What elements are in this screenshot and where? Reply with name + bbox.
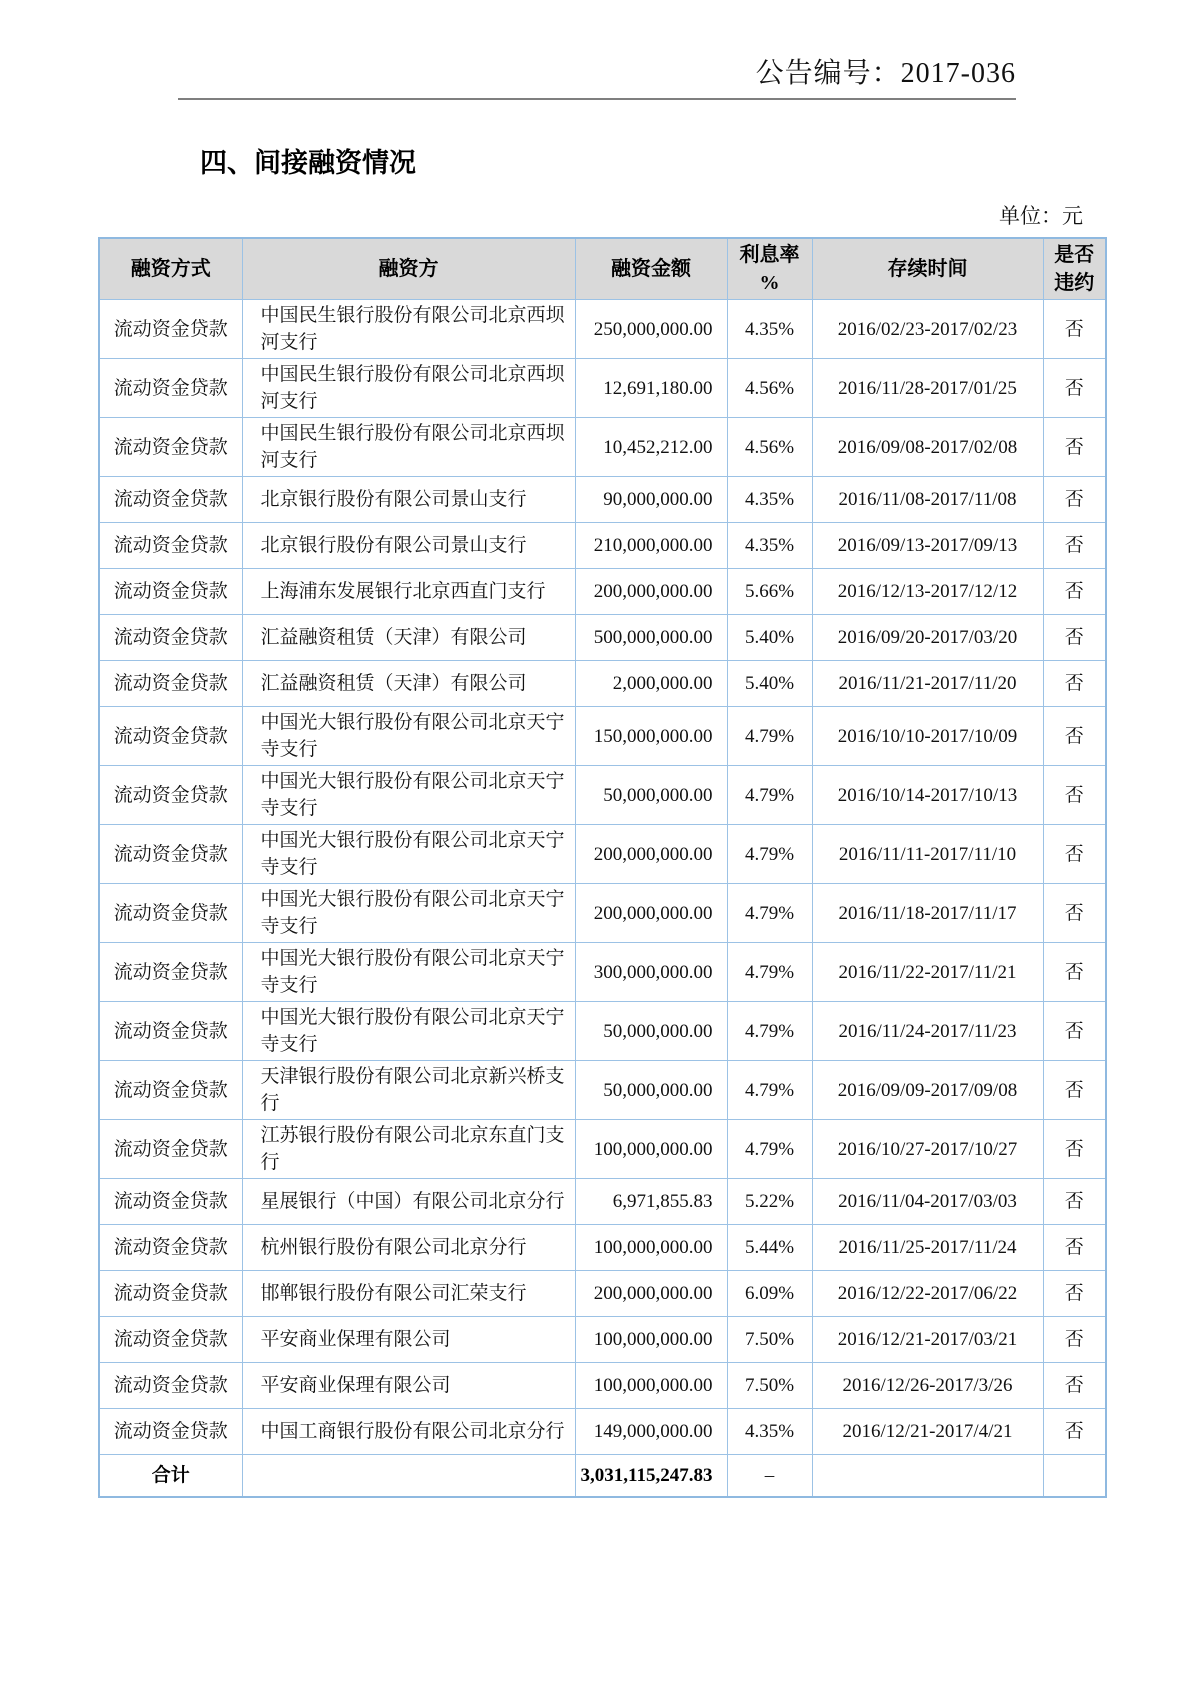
cell-interest-rate: 5.40% (727, 661, 812, 707)
cell-financing-method: 流动资金贷款 (99, 1409, 242, 1455)
cell-financier: 中国光大银行股份有限公司北京天宁寺支行 (242, 707, 575, 766)
cell-duration: 2016/12/13-2017/12/12 (812, 569, 1043, 615)
cell-financier: 杭州银行股份有限公司北京分行 (242, 1225, 575, 1271)
total-default-empty (1043, 1455, 1106, 1497)
table-row (99, 884, 1106, 943)
table-head (99, 238, 1106, 300)
cell-amount: 90,000,000.00 (575, 477, 727, 523)
cell-financing-method: 流动资金贷款 (99, 825, 242, 884)
col-header-label: 存续时间 (887, 258, 968, 280)
cell-duration: 2016/12/26-2017/3/26 (812, 1363, 1043, 1409)
cell-financing-method: 流动资金贷款 (99, 569, 242, 615)
cell-financier: 平安商业保理有限公司 (242, 1363, 575, 1409)
cell-duration: 2016/09/09-2017/09/08 (812, 1061, 1043, 1120)
cell-interest-rate: 4.56% (727, 418, 812, 477)
cell-default: 否 (1043, 300, 1106, 359)
cell-duration: 2016/09/13-2017/09/13 (812, 523, 1043, 569)
cell-default: 否 (1043, 1363, 1106, 1409)
cell-financier: 中国民生银行股份有限公司北京西坝河支行 (242, 300, 575, 359)
cell-default: 否 (1043, 1179, 1106, 1225)
table-row (99, 359, 1106, 418)
cell-interest-rate: 7.50% (727, 1363, 812, 1409)
cell-financier: 中国光大银行股份有限公司北京天宁寺支行 (242, 943, 575, 1002)
cell-default: 否 (1043, 766, 1106, 825)
cell-financing-method: 流动资金贷款 (99, 523, 242, 569)
cell-financing-method: 流动资金贷款 (99, 1179, 242, 1225)
cell-financier: 江苏银行股份有限公司北京东直门支行 (242, 1120, 575, 1179)
table-row (99, 1317, 1106, 1363)
table-row (99, 825, 1106, 884)
cell-interest-rate: 4.79% (727, 1002, 812, 1061)
cell-duration: 2016/10/27-2017/10/27 (812, 1120, 1043, 1179)
cell-interest-rate: 5.44% (727, 1225, 812, 1271)
cell-duration: 2016/11/11-2017/11/10 (812, 825, 1043, 884)
cell-financier: 北京银行股份有限公司景山支行 (242, 477, 575, 523)
cell-interest-rate: 7.50% (727, 1317, 812, 1363)
cell-amount: 6,971,855.83 (575, 1179, 727, 1225)
total-period-empty (812, 1455, 1043, 1497)
cell-default: 否 (1043, 1061, 1106, 1120)
cell-financing-method: 流动资金贷款 (99, 477, 242, 523)
cell-financier: 北京银行股份有限公司景山支行 (242, 523, 575, 569)
cell-default: 否 (1043, 661, 1106, 707)
doc-header (178, 58, 1016, 100)
cell-interest-rate: 5.40% (727, 615, 812, 661)
table-row (99, 477, 1106, 523)
cell-amount: 50,000,000.00 (575, 1061, 727, 1120)
col-header-interest-rate (727, 238, 812, 300)
total-financier-empty (242, 1455, 575, 1497)
cell-financing-method: 流动资金贷款 (99, 1120, 242, 1179)
cell-default: 否 (1043, 884, 1106, 943)
table-row (99, 300, 1106, 359)
cell-amount: 100,000,000.00 (575, 1120, 727, 1179)
table-row (99, 1225, 1106, 1271)
table-row (99, 1061, 1106, 1120)
cell-interest-rate: 6.09% (727, 1271, 812, 1317)
cell-financier: 中国光大银行股份有限公司北京天宁寺支行 (242, 884, 575, 943)
cell-duration: 2016/11/22-2017/11/21 (812, 943, 1043, 1002)
table-row (99, 523, 1106, 569)
cell-financing-method: 流动资金贷款 (99, 1061, 242, 1120)
cell-interest-rate: 4.79% (727, 825, 812, 884)
cell-financier: 中国光大银行股份有限公司北京天宁寺支行 (242, 766, 575, 825)
cell-financier: 邯郸银行股份有限公司汇荣支行 (242, 1271, 575, 1317)
cell-financing-method: 流动资金贷款 (99, 1363, 242, 1409)
cell-financing-method: 流动资金贷款 (99, 359, 242, 418)
cell-default: 否 (1043, 1225, 1106, 1271)
table-row (99, 661, 1106, 707)
total-row (99, 1455, 1106, 1497)
indirect-financing-table (98, 237, 1107, 1498)
cell-financing-method: 流动资金贷款 (99, 1271, 242, 1317)
cell-duration: 2016/10/10-2017/10/09 (812, 707, 1043, 766)
cell-financing-method: 流动资金贷款 (99, 884, 242, 943)
cell-financing-method: 流动资金贷款 (99, 615, 242, 661)
cell-default: 否 (1043, 707, 1106, 766)
table-row (99, 766, 1106, 825)
cell-amount: 200,000,000.00 (575, 884, 727, 943)
cell-default: 否 (1043, 418, 1106, 477)
cell-amount: 210,000,000.00 (575, 523, 727, 569)
cell-duration: 2016/11/04-2017/03/03 (812, 1179, 1043, 1225)
col-header-label: 是否 (1054, 244, 1095, 266)
cell-default: 否 (1043, 1317, 1106, 1363)
cell-default: 否 (1043, 477, 1106, 523)
col-header-label-line2: 违约 (1054, 272, 1095, 294)
col-header-label: 融资方式 (130, 258, 211, 280)
cell-duration: 2016/11/08-2017/11/08 (812, 477, 1043, 523)
cell-default: 否 (1043, 523, 1106, 569)
cell-interest-rate: 5.66% (727, 569, 812, 615)
cell-amount: 250,000,000.00 (575, 300, 727, 359)
cell-interest-rate: 4.35% (727, 300, 812, 359)
unit-label: 单位：元 (999, 204, 1083, 228)
cell-financing-method: 流动资金贷款 (99, 943, 242, 1002)
cell-financing-method: 流动资金贷款 (99, 661, 242, 707)
cell-interest-rate: 4.79% (727, 943, 812, 1002)
cell-duration: 2016/09/08-2017/02/08 (812, 418, 1043, 477)
cell-financier: 星展银行（中国）有限公司北京分行 (242, 1179, 575, 1225)
cell-duration: 2016/12/22-2017/06/22 (812, 1271, 1043, 1317)
total-amount: 3,031,115,247.83 (575, 1455, 727, 1497)
cell-financier: 中国工商银行股份有限公司北京分行 (242, 1409, 575, 1455)
table-row (99, 1002, 1106, 1061)
cell-amount: 50,000,000.00 (575, 1002, 727, 1061)
total-label: 合计 (99, 1455, 242, 1497)
cell-interest-rate: 4.79% (727, 884, 812, 943)
col-header-financier (242, 238, 575, 300)
table-row (99, 569, 1106, 615)
table-row (99, 1120, 1106, 1179)
cell-financing-method: 流动资金贷款 (99, 766, 242, 825)
cell-financier: 汇益融资租赁（天津）有限公司 (242, 661, 575, 707)
cell-amount: 100,000,000.00 (575, 1225, 727, 1271)
doc-number: 公告编号：2017-036 (755, 58, 1016, 89)
cell-duration: 2016/10/14-2017/10/13 (812, 766, 1043, 825)
cell-interest-rate: 5.22% (727, 1179, 812, 1225)
cell-default: 否 (1043, 1271, 1106, 1317)
table-header-row (99, 238, 1106, 300)
cell-amount: 500,000,000.00 (575, 615, 727, 661)
cell-default: 否 (1043, 943, 1106, 1002)
cell-duration: 2016/09/20-2017/03/20 (812, 615, 1043, 661)
col-header-label: 利息率 (739, 244, 800, 266)
cell-duration: 2016/12/21-2017/4/21 (812, 1409, 1043, 1455)
cell-interest-rate: 4.56% (727, 359, 812, 418)
cell-duration: 2016/11/28-2017/01/25 (812, 359, 1043, 418)
total-rate: – (727, 1455, 812, 1497)
col-header-financing-method (99, 238, 242, 300)
cell-duration: 2016/11/18-2017/11/17 (812, 884, 1043, 943)
table-row (99, 1271, 1106, 1317)
col-header-label: 融资方 (378, 258, 439, 280)
col-header-label-line2: % (759, 272, 780, 294)
cell-amount: 150,000,000.00 (575, 707, 727, 766)
cell-default: 否 (1043, 569, 1106, 615)
table-row (99, 418, 1106, 477)
col-header-default (1043, 238, 1106, 300)
cell-default: 否 (1043, 1409, 1106, 1455)
cell-financing-method: 流动资金贷款 (99, 1317, 242, 1363)
cell-interest-rate: 4.35% (727, 523, 812, 569)
cell-financier: 中国光大银行股份有限公司北京天宁寺支行 (242, 1002, 575, 1061)
cell-amount: 149,000,000.00 (575, 1409, 727, 1455)
table-foot (99, 1455, 1106, 1497)
col-header-financing-amount (575, 238, 727, 300)
cell-interest-rate: 4.79% (727, 1061, 812, 1120)
cell-duration: 2016/11/25-2017/11/24 (812, 1225, 1043, 1271)
table-row (99, 707, 1106, 766)
cell-financier: 中国民生银行股份有限公司北京西坝河支行 (242, 418, 575, 477)
cell-financier: 上海浦东发展银行北京西直门支行 (242, 569, 575, 615)
table-row (99, 1409, 1106, 1455)
cell-amount: 200,000,000.00 (575, 825, 727, 884)
cell-interest-rate: 4.35% (727, 1409, 812, 1455)
cell-financing-method: 流动资金贷款 (99, 1002, 242, 1061)
cell-amount: 12,691,180.00 (575, 359, 727, 418)
cell-duration: 2016/11/24-2017/11/23 (812, 1002, 1043, 1061)
cell-amount: 10,452,212.00 (575, 418, 727, 477)
cell-financing-method: 流动资金贷款 (99, 1225, 242, 1271)
cell-amount: 200,000,000.00 (575, 1271, 727, 1317)
table-row (99, 1363, 1106, 1409)
cell-duration: 2016/12/21-2017/03/21 (812, 1317, 1043, 1363)
col-header-label: 融资金额 (611, 258, 691, 280)
cell-amount: 200,000,000.00 (575, 569, 727, 615)
cell-interest-rate: 4.35% (727, 477, 812, 523)
cell-financing-method: 流动资金贷款 (99, 300, 242, 359)
cell-amount: 100,000,000.00 (575, 1317, 727, 1363)
cell-financier: 中国民生银行股份有限公司北京西坝河支行 (242, 359, 575, 418)
cell-default: 否 (1043, 1120, 1106, 1179)
cell-default: 否 (1043, 1002, 1106, 1061)
cell-financing-method: 流动资金贷款 (99, 418, 242, 477)
cell-duration: 2016/02/23-2017/02/23 (812, 300, 1043, 359)
cell-financing-method: 流动资金贷款 (99, 707, 242, 766)
cell-default: 否 (1043, 359, 1106, 418)
cell-financier: 汇益融资租赁（天津）有限公司 (242, 615, 575, 661)
cell-interest-rate: 4.79% (727, 1120, 812, 1179)
cell-duration: 2016/11/21-2017/11/20 (812, 661, 1043, 707)
table-body (99, 300, 1106, 1455)
cell-interest-rate: 4.79% (727, 707, 812, 766)
cell-amount: 50,000,000.00 (575, 766, 727, 825)
table-row (99, 1179, 1106, 1225)
cell-interest-rate: 4.79% (727, 766, 812, 825)
col-header-duration (812, 238, 1043, 300)
cell-default: 否 (1043, 615, 1106, 661)
cell-default: 否 (1043, 825, 1106, 884)
cell-financier: 天津银行股份有限公司北京新兴桥支行 (242, 1061, 575, 1120)
table-row (99, 615, 1106, 661)
cell-financier: 平安商业保理有限公司 (242, 1317, 575, 1363)
section-title: 四、间接融资情况 (200, 148, 416, 178)
cell-amount: 300,000,000.00 (575, 943, 727, 1002)
cell-financier: 中国光大银行股份有限公司北京天宁寺支行 (242, 825, 575, 884)
cell-amount: 2,000,000.00 (575, 661, 727, 707)
table-row (99, 943, 1106, 1002)
cell-amount: 100,000,000.00 (575, 1363, 727, 1409)
